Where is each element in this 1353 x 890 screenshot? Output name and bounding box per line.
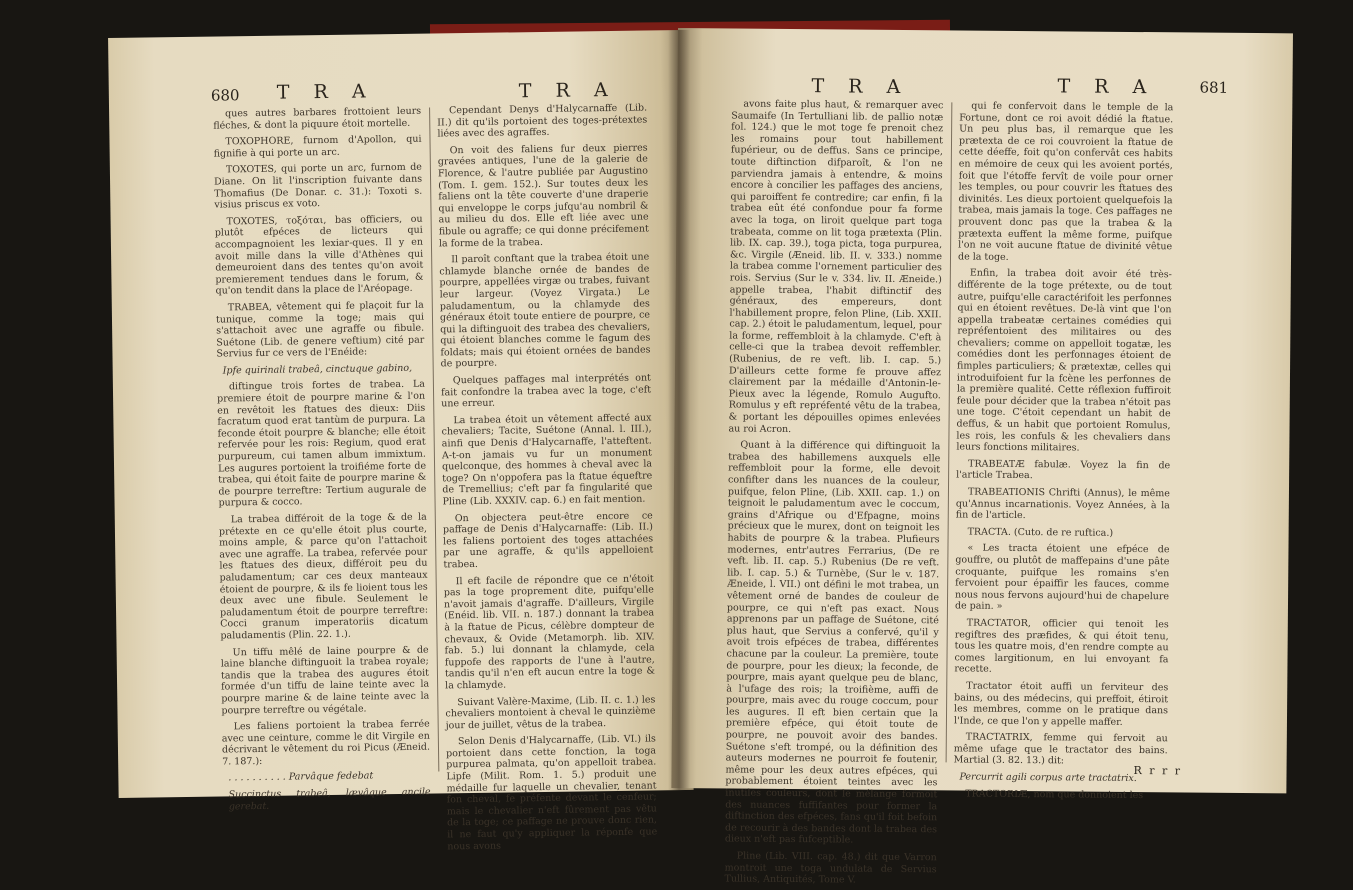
paragraph: Il eft facile de répondre que ce n'étoit pas la toge proprement dite, puifqu'elle n'avoit jamais d'agraffe. D'ailleurs, Virgile (Enéid. lib. VII. n. 187.) donnant la trabea à la ftatue de Picus, célèbre dompteur de chevaux, & Ovide (Metamorph. lib. XIV. fab. 5.) lui donnant la chlamyde, cela fuppofe des rapports de l'une à l'autre, tandis qu'il n'en eft aucun entre la toge & la chlamyde.: [443, 573, 656, 692]
right-column-1: [724, 98, 944, 886]
verse-quote: Percurrit agili corpus arte tractatrix.: [959, 771, 1137, 785]
column-divider: [946, 102, 953, 762]
left-page: [108, 30, 694, 852]
right-page: [671, 28, 1293, 886]
paragraph: On voit des faliens fur deux pierres gravées antiques, l'une de la galerie de Florence, & l'autre publiée par Augustino (Tom. I. gem. 152.). Sur toutes deux les faliens ont la tête couverte d'une draperie qui enveloppe le corps jufqu'au nombril & au milieu du dos. Elle eft liée avec une fibule ou agraffe; ce qui donne précifement la forme de la trabea.: [437, 142, 649, 249]
paragraph: Cependant Denys d'Halycarnaffe (Lib. II.) dit qu'ils portoient des toges-prétextes liées avec des agraffes.: [437, 102, 648, 140]
paragraph: diftingue trois fortes de trabea. La premiere étoit de pourpre marine & l'on en revêtoit les ftatues des dieux: Diis facratum quod erat tantùm de purpura. La feconde étoit pourpre & blanche; elle étoit refervée pour les rois: Regium, quod erat purpureum, cui tamen album immixtum. Les augures portoient la troifiéme forte de trabea, qui étoit faite de pourpre marine & de pourpre terreftre: Tertium augurale de purpura & cocco.: [217, 379, 427, 509]
paragraph: Les faliens portoient la trabea ferrée avec une ceinture, comme le dit Virgile en décrivant le vêtement du roi Picus (Æneid. 7. 187.):: [221, 718, 431, 768]
paragraph: Pline (Lib. VIII. cap. 48.) dit que Varron montroit une toga undulata de Servius Tullius, Antiquités, Tome V.: [724, 850, 937, 886]
paragraph: Tractator étoit auffi un ferviteur des bains, ou des médecins, qui preffoit, étiroit les membres, comme on le pratique dans l'Inde, ce que l'on y appelle maffer.: [953, 680, 1169, 728]
right-page-number: 681: [1199, 78, 1229, 97]
entry: TRACTORIÆ, nom que donnoient les: [965, 788, 1144, 801]
paragraph: La trabea différoit de la toge & de la prétexte en ce qu'elle étoit plus courte, moins ample, & parce qu'on l'attachoit avec une agraffe. La trabea, refervée pour les ftatues des dieux, différoit peu du paludamentum; car ces deux manteaux étoient de pourpre, & ils fe lioient tous les deux avec une fibule. Seulement le paludamentum étoit de pourpre terreftre: Cocci granum imperatoriis dicatum paludamentis (Plin. 22. 1.).: [218, 511, 429, 642]
left-page-number: 680: [210, 86, 240, 105]
right-headword-1: T R A: [811, 75, 910, 99]
paragraph: La trabea étoit un vêtement affecté aux chevaliers; Tacite, Suétone (Annal. l. III.), ainfi que Denis d'Halycarnaffe, l'atteftent. A-t-on jamais vu fur un monument quelconque, des hommes à cheval avec la toge? On n'oppofera pas la ftatue équeftre de Tremellius; c'eft par fa fingularité que Pline (Lib. XXXIV. cap. 6.) en fait mention.: [441, 412, 653, 508]
paragraph: TOXOPHORE, furnom d'Apollon, qui fignifie à qui porte un arc.: [213, 133, 422, 160]
left-headword-2: T R A: [518, 78, 617, 103]
paragraph: TRABEA, vêtement qui fe plaçoit fur la tunique, comme la toge; mais qui s'attachoit avec une agraffe ou fibule. Suétone (Lib. de genere veftium) cité par Servius fur ce vers de l'Enéide:: [215, 299, 425, 360]
left-column-1: [213, 105, 431, 813]
paragraph: « Les tracta étoient une efpéce de gouffre, ou plutôt de maffepains d'une pâte croquante, puifque les romains s'en fervoient pour épaiffir les fauces, comme nous nous fervons aujourd'hui de chapelure de pain. »: [954, 542, 1170, 613]
paragraph: Il paroît conftant que la trabea étoit une chlamyde blanche ornée de bandes de pourpre, appellées virgæ ou trabes, fuivant leur largeur. (Voyez Virgata.) Le paludamentum, ou la chlamyde des généraux étoit toute entiere de pourpre, ce qui la diftinguoit des trabea des chevaliers, qui étoient blanches comme le fagum des foldats; mais qui étoient ornées de bandes de pourpre.: [439, 251, 651, 370]
paragraph: TOXOTES, τοξόται, bas officiers, ou plutôt efpéces de licteurs qui accompagnoient les lexiar-ques. Il y en avoit mille dans la ville d'Athènes qui demeuroient dans des tentes qu'on avoit premierement tendues dans le forum, & qu'on tendit dans la place de l'Aréopage.: [214, 213, 424, 297]
left-column-2: [437, 102, 658, 852]
paragraph: Quelques paffages mal interprétés ont fait confondre la trabea avec la toge, c'eft une erreur.: [440, 372, 652, 410]
paragraph: Quant à la différence qui diftinguoit la trabea des habillemens auxquels elle reffembloit pour la forme, elle devoit confifter dans les nuances de la couleur, puifque, felon Pline, (Lib. XXII. cap. 1.) on teignoit le paludamentum avec le coccum, grains d'Afrique ou d'Efpagne, moins précieux que le murex, dont on teignoit les habits de pourpre & la trabea. Plufieurs modernes, entr'autres Ferrarius, (De re veft. lib. II. cap. 5.) Rubenius (De re veft. lib. I. cap. 5.) & Turnèbe, (Sur le v. 187. Æneide, l. VII.) ont défini le mot trabea, un vêtement orné de bandes de couleur de pourpre, ce qui n'eft pas exact. Nous apprenons par un paffage de Suétone, cité plus haut, que Servius a confervé, qu'il y avoit trois efpéces de trabea, différentes chacune par la couleur. La première, toute de pourpre, pour les dieux; la feconde, de pourpre, mais ayant quelque peu de blanc, à l'ufage des rois; la troifième, auffi de pourpre, mais avec du rouge coccum, pour les augures. Il eft bien certain que la première efpéce, qui étoit toute de pourpre, ne pouvoit avoir des bandes. Suétone s'eft trompé, ou la définition des auteurs modernes ne pourroit fe foutenir, même pour les deux autres efpéces, qui probablement étoient teintes avec les inutiles couleurs, dont le mélange formoit des nuances fuffifantes pour former la diftinction des efpéces, fans qu'il foit befoin de recourir à des bandes dont la trabea des dieux n'eft pas fufceptible.: [724, 439, 941, 846]
left-headword-1: T R A: [276, 80, 375, 104]
paragraph: Un tiffu mêlé de laine pourpre & de laine blanche diftinguoit la trabea royale; tandis que la trabea des augures étoit formée d'un tiffu de laine teinte avec la pourpre marine & de laine teinte avec la pourpre terreftre ou végétale.: [220, 644, 430, 717]
entry: TRACTATOR, officier qui tenoit les regiftres des præfides, & qui étoit tenu, tous les quatre mois, d'en rendre compte au comes largitionum, en lui envoyant fa recette.: [954, 617, 1169, 676]
paragraph: Enfin, la trabea doit avoir été très-différente de la toge prétexte, ou de tout autre, puifqu'elle caractérifoit les perfonnes qui en étoient revêtues. De-là vint que l'on appella trabeatæ certaines comédies qui repréfentoient des militaires ou des chevaliers; comme on appelloit togatæ, les comédies dont les perfonnages étoient de fimples particuliers; & prætextæ, celles qui introduifoient fur la fcène les perfonnes de la première qualité. Cette réflexion fuffiroit feule pour décider que la trabea n'étoit pas une toge. C'étoit cependant un habit de deffus, & un habit que portoient Romulus, les rois, les confuls & les chevaliers dans leurs fonctions militaires.: [956, 267, 1172, 454]
paragraph: On objectera peut-être encore ce paffage de Denis d'Halycarnaffe: (Lib. II.) les faliens portoient des toges attachées par une agraffe, & qu'ils appelloient trabea.: [442, 510, 654, 571]
verse-quote: Ipfe quirinali trabeâ, cinctuque gabino,: [222, 362, 413, 377]
entry: TRABEATÆ fabulæ. Voyez la fin de l'article Trabea.: [956, 458, 1171, 482]
entry: TRACTATRIX, femme qui fervoit au même ufage que le tractator des bains. Martial (3. 82. 13.) dit:: [953, 731, 1168, 767]
signature-mark: R r r r: [1133, 764, 1183, 778]
paragraph: TOXOTES, qui porte un arc, furnom de Diane. On lit l'inscription fuivante dans Thomafius (De Donar. c. 31.): Toxoti s. visius priscus ex voto.: [214, 162, 423, 211]
entry: TRACTA. (Cuto. de re ruftica.): [967, 526, 1114, 539]
right-headword-2: T R A: [1057, 75, 1156, 99]
book-gutter: [668, 30, 690, 790]
verse-quote: Succinctus trabeâ, lævâque ancile gerebat.: [228, 786, 431, 813]
paragraph: Selon Denis d'Halycarnaffe, (Lib. VI.) ils portoient dans cette fonction, la toga purpurea palmata, qu'on appelloit trabea. Lipfe (Milit. Rom. 1. 5.) produit une médaille fur laquelle un chevalier, tenant fon cheval, fe préfente devant le cenfeur; mais le chevalier n'eft fûrement pas vêtu de la toge; ce paffage ne prouve donc rien, il ne faut qu'y appliquer la réponfe que nous avons: [446, 733, 658, 852]
paragraph: ques autres barbares frottoient leurs fléches, & dont la piquure étoit mortelle.: [213, 105, 422, 132]
verse-quote: . . . . . . . . . . Parvâque fedebat: [228, 770, 374, 784]
entry: TRABEATIONIS Chrifti (Annus), le même qu'Annus incarnationis. Voyez Années, à la fin de l'article.: [955, 486, 1171, 522]
paragraph: Suivant Valère-Maxime, (Lib. II. c. 1.) les chevaliers montoient à cheval le quinzième jour de juillet, vêtus de la trabea.: [445, 693, 656, 732]
paragraph: qui fe confervoit dans le temple de la Fortune, dont ce roi avoit dédié la ftatue. Un peu plus bas, il remarque que les prætexta de ce roi couvroient la ftatue de cette déeffe, foit qu'on confervât ces habits en mémoire de ceux qui les avoient portés, foit que l'étoffe fervît de voile pour orner les temples, ou pour couvrir les ftatues des divinités. Les dieux portoient quelquefois la trabea, mais jamais la toge. Ces paffages ne prouvent donc pas que la trabea & la prætexta euffent la même forme, puifque l'on ne voit aucune ftatue de divinité vêtue de la toge.: [957, 100, 1174, 263]
paragraph: avons faite plus haut, & remarquer avec Saumaife (In Tertulliani lib. de pallio notæ fol. 124.) que le mot toge fe prenoit chez les romains pour tout habillement fupérieur, ou de deffus. Sans ce principe, toute diftinction difparoît, & l'on ne parviendra jamais à entendre, & moins encore à concilier les paffages des anciens, qui paroiffent fe contredire; car enfin, fi la trabea eût été confondue pour fa forme avec la toga, on liroit quelque part toga trabeata, comme on lit toga prætexta (Plin. lib. IX. cap. 39.), toga picta, toga purpurea, &c. Virgile (Æneid. lib. II. v. 333.) nomme la trabea comme l'ornement particulier des rois. Servius (Sur le v. 334. liv. II. Æneide.) appelle trabea, l'habit diftinctif des généraux, des empereurs, dont l'habillement propre, felon Pline, (Lib. XXII. cap. 2.) étoit le paludamentum, lequel, pour la forme, reffembloit à la chlamyde. C'eft à celle-ci que la trabea devoit reffembler. (Rubenius, de re veft. lib. I. cap. 5.) D'ailleurs cette forme fe prouve affez clairement par la médaille d'Antonin-le-Pieux avec la légende, Romulo Augufto. Romulus y eft repréfenté vêtu de la trabea, & portant les dépouilles opimes enlevées au roi Acron.: [728, 98, 944, 435]
